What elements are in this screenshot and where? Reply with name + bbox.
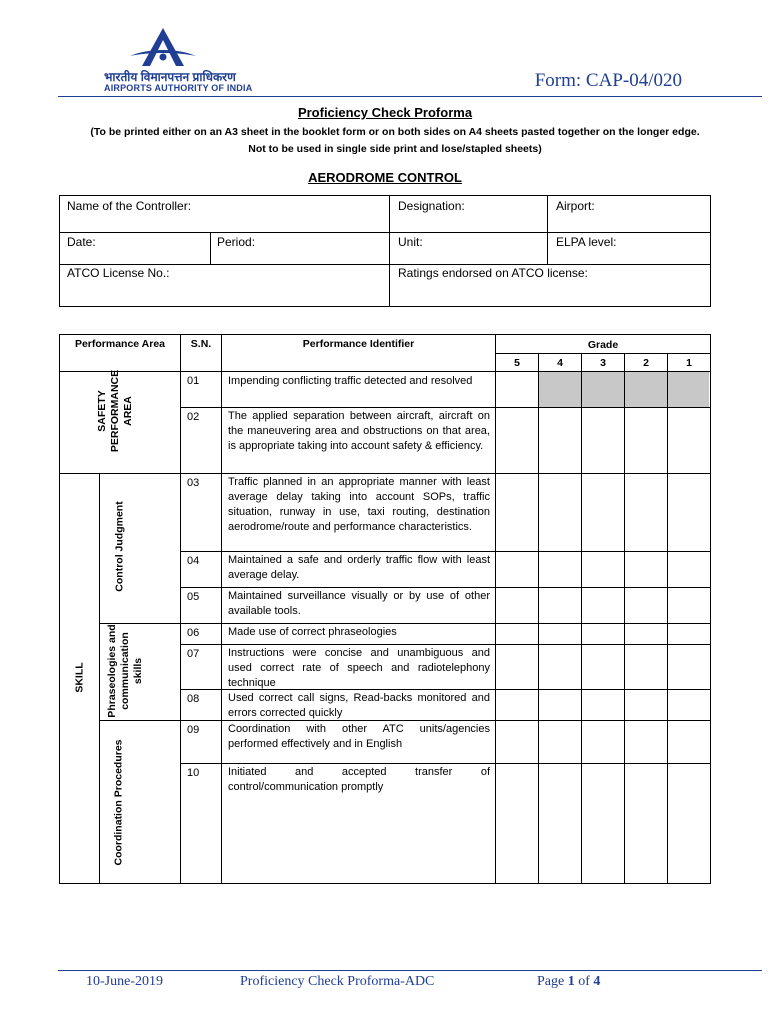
row-09-text: Coordination with other ATC units/agencies performed effectively and in English: [228, 723, 490, 750]
row-05-text: Maintained surveillance visually or by use of other available tools.: [228, 590, 490, 617]
row-03-sn: 03: [187, 477, 200, 489]
row-01-text: Impending conflicting traffic detected and resolved: [228, 375, 473, 387]
area-control-judgment: Control Judgment: [113, 501, 126, 592]
designation-field: Designation:: [398, 199, 465, 213]
page-current: 1: [567, 974, 575, 989]
page-of: of: [578, 974, 590, 989]
row-02-text: The applied separation between aircraft, aircraft on the maneuvering area and obstructions on that area, is appropriate taking into account safety & efficiency.: [228, 410, 490, 452]
atco-license-field: ATCO License No.:: [67, 266, 170, 280]
row-07-sn: 07: [187, 648, 200, 660]
row-08-text: Used correct call signs, Read-backs monitored and errors corrected quickly: [228, 692, 490, 719]
row-02-sn: 02: [187, 411, 200, 423]
row-04-text: Maintained a safe and orderly traffic flow with least average delay.: [228, 554, 490, 581]
row-03-text: Traffic planned in an appropriate manner with least average delay taking into account SOPs, traffic situation, runway in use, taxi routing, destination aerodrome/route and performance characteristics.: [228, 476, 490, 533]
header-performance-identifier: Performance Identifier: [302, 338, 415, 350]
aai-logo: [100, 26, 253, 94]
row-06-sn: 06: [187, 627, 200, 639]
name-of-controller-field: Name of the Controller:: [67, 199, 192, 213]
ratings-endorsed-field: Ratings endorsed on ATCO license:: [398, 266, 588, 280]
row-01-sn: 01: [187, 375, 200, 387]
row-09-sn: 09: [187, 724, 200, 736]
section-title: AERODROME CONTROL: [308, 170, 462, 185]
airport-field: Airport:: [556, 199, 595, 213]
unit-field: Unit:: [398, 235, 423, 249]
row-07-text: Instructions were concise and unambiguous and used correct rate of speech and radiotelephony technique: [228, 647, 490, 689]
area-safety-performance: SAFETY PERFORMANCE AREA: [96, 369, 134, 453]
row-10-sn: 10: [187, 767, 200, 779]
area-skill: SKILL: [73, 662, 86, 693]
row-08-sn: 08: [187, 693, 200, 705]
area-phraseologies: Phraseologies and communication skills: [106, 624, 144, 718]
row-06-text: Made use of correct phraseologies: [228, 626, 397, 638]
date-field: Date:: [67, 235, 96, 249]
document-title: Proficiency Check Proforma: [297, 105, 473, 120]
grade-1: 1: [686, 357, 692, 369]
grade-5: 5: [514, 357, 520, 369]
footer-date: 10-June-2019: [86, 974, 163, 989]
footer-divider: [58, 970, 762, 971]
form-number: Form: CAP-04/020: [534, 70, 682, 91]
org-name-english: AIRPORTS AUTHORITY OF INDIA: [104, 83, 253, 93]
page-prefix: Page: [537, 974, 565, 989]
header-grade: Grade: [587, 339, 619, 351]
period-field: Period:: [217, 235, 256, 249]
footer-page-number: [537, 974, 600, 990]
footer-document-name: Proficiency Check Proforma-ADC: [240, 974, 435, 989]
area-coordination-procedures: Coordination Procedures: [112, 739, 125, 866]
row-04-sn: 04: [187, 555, 200, 567]
header-sn: S.N.: [190, 338, 212, 350]
performance-table: [59, 334, 711, 884]
row-10-text: Initiated and accepted transfer of control/communication promptly: [228, 766, 490, 793]
page-total: 4: [593, 974, 601, 989]
grade-2: 2: [643, 357, 649, 369]
controller-info-table: [59, 195, 711, 307]
row-05-sn: 05: [187, 591, 200, 603]
grade-3: 3: [600, 357, 606, 369]
print-instructions: (To be printed either on an A3 sheet in the booklet form or on both sides on A4 sheets pasted together on the longer edge. Not to be used in single side print and lose/stapled sheets): [90, 126, 700, 155]
org-name-hindi: भारतीय विमानपत्तन प्राधिकरण: [104, 70, 236, 84]
aai-emblem-icon: [128, 26, 198, 68]
grade-4: 4: [557, 357, 563, 369]
header-performance-area: Performance Area: [74, 338, 166, 350]
elpa-level-field: ELPA level:: [556, 235, 617, 249]
header-divider: [58, 96, 762, 97]
